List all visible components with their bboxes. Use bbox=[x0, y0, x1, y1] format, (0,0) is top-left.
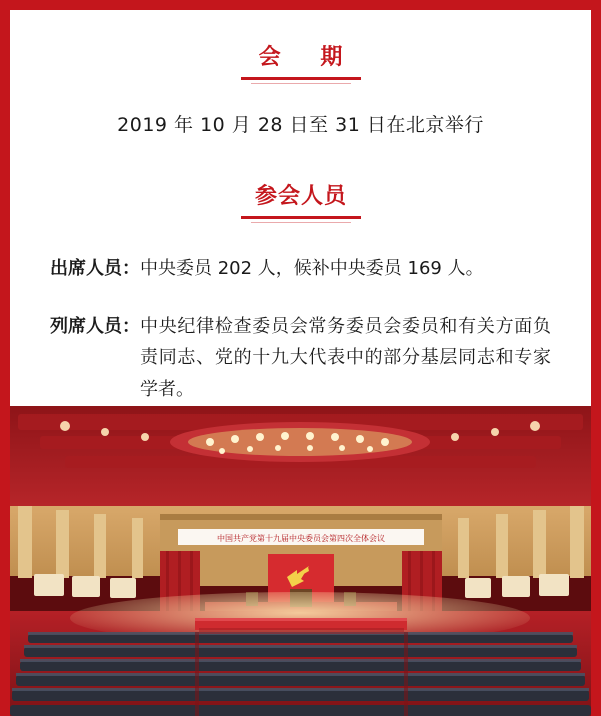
meeting-hall-photo bbox=[10, 406, 591, 716]
section-title-text: 会 期 bbox=[258, 45, 359, 70]
heading-rule-thin-2 bbox=[251, 222, 351, 223]
border-top bbox=[0, 0, 601, 10]
attendee-row bbox=[50, 311, 551, 406]
border-left bbox=[0, 0, 10, 716]
section-title-text-2: 参会人员 bbox=[254, 184, 347, 209]
meeting-dates-text: 2019 年 10 月 28 日至 31 日在北京举行 bbox=[117, 114, 484, 136]
attendee-label: 列席人员： bbox=[50, 315, 140, 337]
heading-rule-thin-1 bbox=[251, 83, 351, 84]
banner-text: 中国共产党第十九届中央委员会第四次全体会议 bbox=[217, 534, 385, 543]
attendee-row bbox=[50, 253, 551, 285]
attendee-label: 出席人员： bbox=[50, 258, 140, 279]
attendee-value: 中央委员 202 人，候补中央委员 169 人。 bbox=[140, 258, 484, 279]
meeting-hall-illustration bbox=[10, 406, 591, 716]
border-right bbox=[591, 0, 601, 716]
attendee-value: 中央纪律检查委员会常务委员会委员和有关方面负责同志、党的十九大代表中的部分基层同志和专家学者。 bbox=[140, 315, 551, 400]
